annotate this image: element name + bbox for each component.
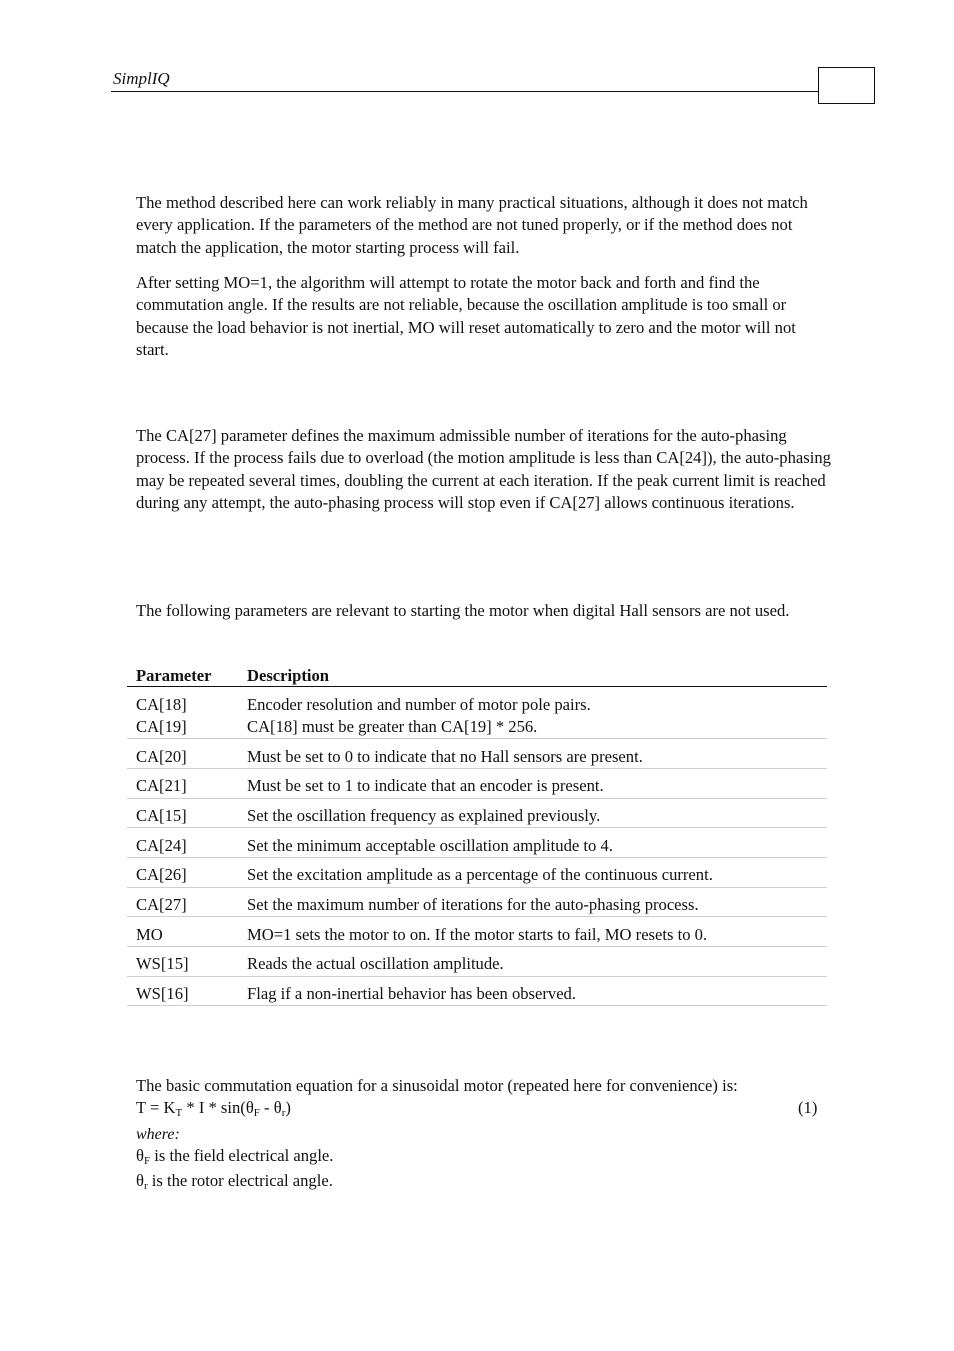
table-cell-description: Set the maximum number of iterations for the auto-phasing process. [247, 895, 699, 914]
table-cell-description: Set the minimum acceptable oscillation amplitude to 4. [247, 836, 613, 855]
table-cell-parameter: CA[27] [136, 895, 187, 914]
table-cell-parameter: CA[20] [136, 747, 187, 766]
equation-part: T = K [136, 1098, 176, 1117]
definition-subscript: F [143, 1155, 151, 1167]
table-cell-description: Set the excitation amplitude as a percentage of the continuous current. [247, 865, 713, 884]
table-cell-description: Reads the actual oscillation amplitude. [247, 954, 504, 973]
page-number-box [818, 67, 875, 104]
definition-subscript: r [143, 1180, 148, 1192]
table-cell-parameter: CA[18] [136, 695, 187, 714]
paragraph-mo-algorithm: After setting MO=1, the algorithm will attempt to rotate the motor back and forth and find the commutation angle. If the results are not reliable, because the oscillation amplitude is too small or because the load behavior is not inertial, MO will reset automatically to zero and the motor will not start. [136, 273, 796, 360]
table-row [127, 983, 827, 1006]
table-cell-parameter: CA[24] [136, 836, 187, 855]
paragraph-parameters-intro: The following parameters are relevant to starting the motor when digital Hall sensors are not used. [136, 601, 790, 620]
table-cell-description: MO=1 sets the motor to on. If the motor starts to fail, MO resets to 0. [247, 925, 708, 944]
table-row [127, 835, 827, 858]
table-header-row [136, 665, 826, 687]
equation-part: ) [285, 1098, 291, 1117]
table-cell-description: CA[18] must be greater than CA[19] * 256. [247, 717, 538, 736]
equation-subscript: F [253, 1107, 260, 1119]
where-label: where: [136, 1126, 180, 1143]
table-row [127, 805, 827, 828]
table-cell-parameter: CA[26] [136, 865, 187, 884]
paragraph-ca27: The CA[27] parameter defines the maximum admissible number of iterations for the auto-phasing process. If the process fails due to overload (the motion amplitude is less than CA[24]), the auto-phasing may be repeated several times, doubling the current at each iteration. If the peak current limit is reached during any attempt, the auto-phasing process will stop even if CA[27] allows continuous iterations. [136, 426, 831, 513]
table-cell-description: Set the oscillation frequency as explained previously. [247, 806, 601, 825]
table-cell-description: Must be set to 1 to indicate that an encoder is present. [247, 776, 604, 795]
table-cell-description: Flag if a non-inertial behavior has been observed. [247, 984, 576, 1003]
table-row [127, 924, 827, 947]
table-cell-parameter: CA[19] [136, 717, 187, 736]
table-cell-parameter: WS[15] [136, 954, 189, 973]
table-row [127, 864, 827, 888]
table-cell-parameter: WS[16] [136, 984, 189, 1003]
definition-symbol: θ [136, 1171, 144, 1190]
table-cell-description: Must be set to 0 to indicate that no Hall sensors are present. [247, 747, 643, 766]
paragraph-commutation-equation: The basic commutation equation for a sinusoidal motor (repeated here for convenience) is: [136, 1076, 738, 1095]
table-cell-parameter: CA[21] [136, 776, 187, 795]
table-header-rule [127, 686, 827, 687]
table-header-parameter: Parameter [136, 666, 212, 685]
definition-symbol: θ [136, 1146, 144, 1165]
table-row [127, 746, 827, 769]
table-header-description: Description [247, 666, 330, 685]
equation-part: - θ [259, 1098, 282, 1117]
equation-line [136, 1097, 291, 1124]
definition-text: is the rotor electrical angle. [147, 1171, 333, 1190]
table-row [127, 953, 827, 977]
header-rule [111, 91, 819, 92]
equation-part: * I * sin(θ [182, 1098, 254, 1117]
equation-subscript: T [175, 1107, 183, 1119]
table-row [127, 775, 827, 799]
table-row [127, 694, 827, 739]
table-cell-description: Encoder resolution and number of motor pole pairs. [247, 695, 591, 714]
definition-field-angle [136, 1145, 333, 1172]
definition-rotor-angle [136, 1170, 333, 1197]
equation-subscript: r [281, 1107, 286, 1119]
header-title: SimplIQ [113, 69, 170, 88]
definition-text: is the field electrical angle. [150, 1146, 334, 1165]
table-row [127, 894, 827, 917]
equation-number: (1) [798, 1098, 818, 1117]
paragraph-method-reliability: The method described here can work reliably in many practical situations, although it does not match every application. If the parameters of the method are not tuned properly, or if the method does not match the application, the motor starting process will fail. [136, 193, 808, 257]
table-cell-parameter: CA[15] [136, 806, 187, 825]
table-cell-parameter: MO [136, 925, 163, 944]
